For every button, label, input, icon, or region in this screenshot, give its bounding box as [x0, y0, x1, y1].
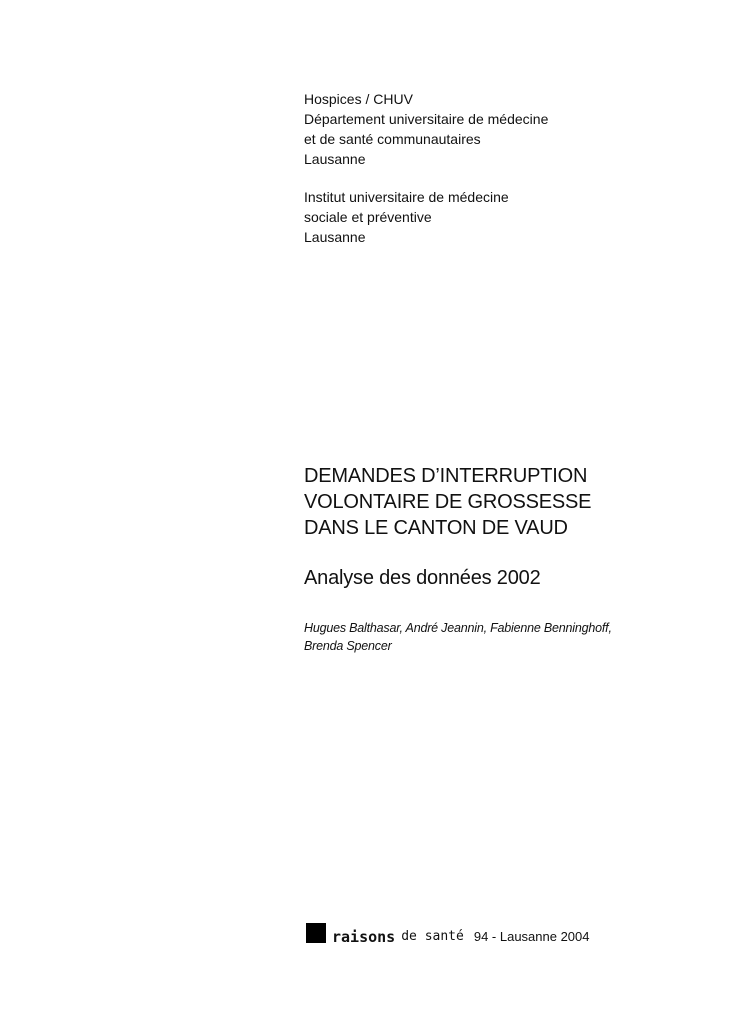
institution-line: Lausanne	[304, 151, 366, 167]
institution-line: Hospices / CHUV	[304, 91, 413, 107]
authors	[304, 619, 612, 655]
series-brand-subtitle: de santé	[401, 929, 464, 944]
institution-line: Lausanne	[304, 229, 366, 245]
series-number-and-place: 94 - Lausanne 2004	[473, 929, 590, 944]
series-logo-square-icon	[306, 923, 326, 943]
authors-line: Brenda Spencer	[304, 639, 392, 653]
institution-block-iumsp	[304, 187, 509, 247]
title-line: VOLONTAIRE DE GROSSESSE	[304, 491, 592, 513]
institution-line: Département universitaire de médecine	[304, 111, 549, 127]
series-brand-name: raisons	[332, 928, 396, 946]
title-line: DEMANDES D’INTERRUPTION	[304, 465, 588, 487]
institution-line: et de santé communautaires	[304, 131, 481, 147]
institution-line: sociale et préventive	[304, 209, 432, 225]
document-title	[304, 463, 591, 541]
authors-line: Hugues Balthasar, André Jeannin, Fabienne Benninghoff,	[304, 621, 612, 635]
series-footer	[306, 923, 590, 945]
institution-line: Institut universitaire de médecine	[304, 189, 509, 205]
institution-block-chuv	[304, 89, 548, 169]
subtitle-text: Analyse des données 2002	[304, 567, 541, 589]
document-subtitle	[304, 565, 541, 591]
title-line: DANS LE CANTON DE VAUD	[304, 517, 568, 539]
